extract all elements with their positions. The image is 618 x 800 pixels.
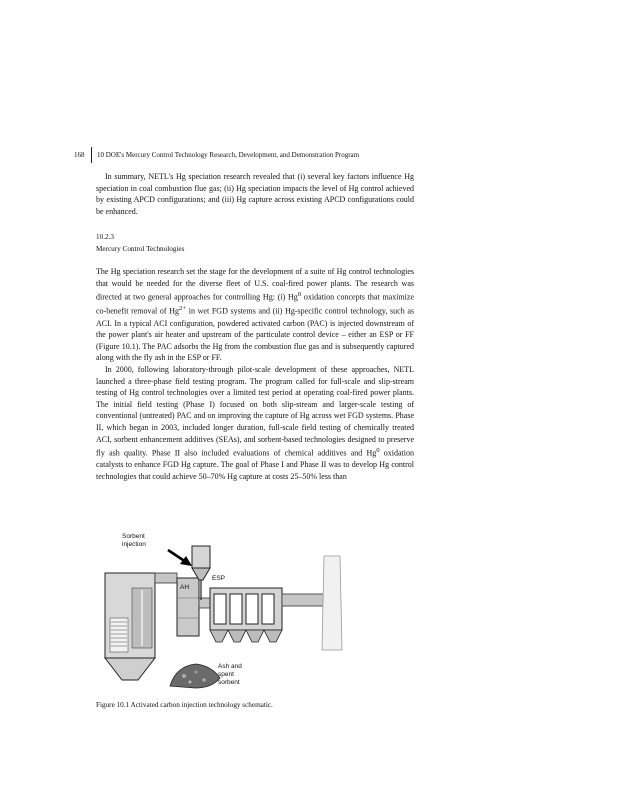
section-number: 10.2.3 (96, 233, 114, 241)
ash-label-line3: sorbent (218, 679, 240, 686)
stack (322, 556, 342, 650)
sorbent-arrow-icon (168, 550, 192, 566)
esp-label: ESP (212, 575, 226, 582)
running-title: 10 DOE's Mercury Control Technology Research, Development, and Demonstration Program (97, 151, 360, 159)
ash-pile (170, 664, 220, 688)
aci-schematic-figure (100, 528, 370, 696)
summary-block (96, 171, 414, 217)
paragraph-2-part-b: oxidation catalysts to enhance FGD Hg capture. The goal of Phase I and Phase II was to develop Hg control technologies that could achieve 50–70% Hg capture at costs 25–50% less than (96, 448, 414, 482)
ash-label-line1: Ash and (218, 663, 242, 670)
paragraph-2 (96, 364, 414, 483)
body-text (96, 266, 414, 483)
sorbent-label-line2: injection (122, 541, 146, 548)
paragraph-1-part-b: oxidation concepts that maximize co-benefit removal of Hg (96, 292, 414, 317)
superscript-zero: 0 (297, 291, 302, 299)
superscript-two-plus: 2+ (179, 305, 187, 313)
esp-to-stack-duct (282, 594, 324, 606)
flue-duct (155, 573, 177, 583)
sorbent-label-line1: Sorbent (122, 533, 145, 540)
section-title: Mercury Control Technologies (96, 245, 185, 253)
electrostatic-precipitator (210, 588, 282, 642)
header-rule (91, 147, 92, 163)
boiler (105, 573, 155, 680)
superscript-zero: 0 (376, 447, 380, 455)
paragraph-1 (96, 266, 414, 364)
paragraph-1-part-a: The Hg speciation research set the stage for the development of a suite of Hg control technologies that would be needed for the diverse fleet of U.S. coal-fired power plants. The research was directed at two general approaches for controlling Hg: (i) Hg (96, 267, 414, 302)
figure-caption: Figure 10.1 Activated carbon injection technology schematic. (96, 701, 273, 709)
paragraph-2-part-a: In 2000, following laboratory-through pilot-scale development of these approaches, NETL launched a three-phase field testing program. The program called for full-scale and slip-stream testing of Hg control technologies over a limited test period at operating coal-fired power plants. The initial field testing (Phase I) focused on both slip-stream and larger-scale testing of conventional (untreated) PAC and on improving the capture of Hg across wet FGD systems. Phase II, which began in 2003, included longer duration, full-scale field testing of chemically treated ACI, sorbent enhancement additives (SEAs), and sorbent-based technologies designed to preserve fly ash quality. Phase II also included evaluations of chemical additives and Hg (96, 365, 414, 458)
ash-label-line2: spent (218, 671, 234, 678)
paragraph-1-part-c: in wet FGD systems and (ii) Hg-specific control technology, such as ACI. In a typical ACI configuration, powdered activated carbon (PAC) is injected downstream of the power plant's air heater and upstream of the particulate control device – either an ESP or FF (Figure 10.1). The PAC adsorbs the Hg from the combustion flue gas and is subsequently captured along with the fly ash in the ESP or FF. (96, 307, 415, 363)
running-header (74, 151, 554, 165)
ah-label: AH (180, 584, 190, 591)
summary-paragraph: In summary, NETL's Hg speciation research revealed that (i) several key factors influence Hg speciation in coal combustion flue gas; (ii) Hg speciation impacts the level of Hg control achieved by existing APCD configurations; and (iii) Hg capture across existing APCD configurations could be enhanced. (96, 172, 414, 216)
page-number: 168 (74, 151, 85, 159)
